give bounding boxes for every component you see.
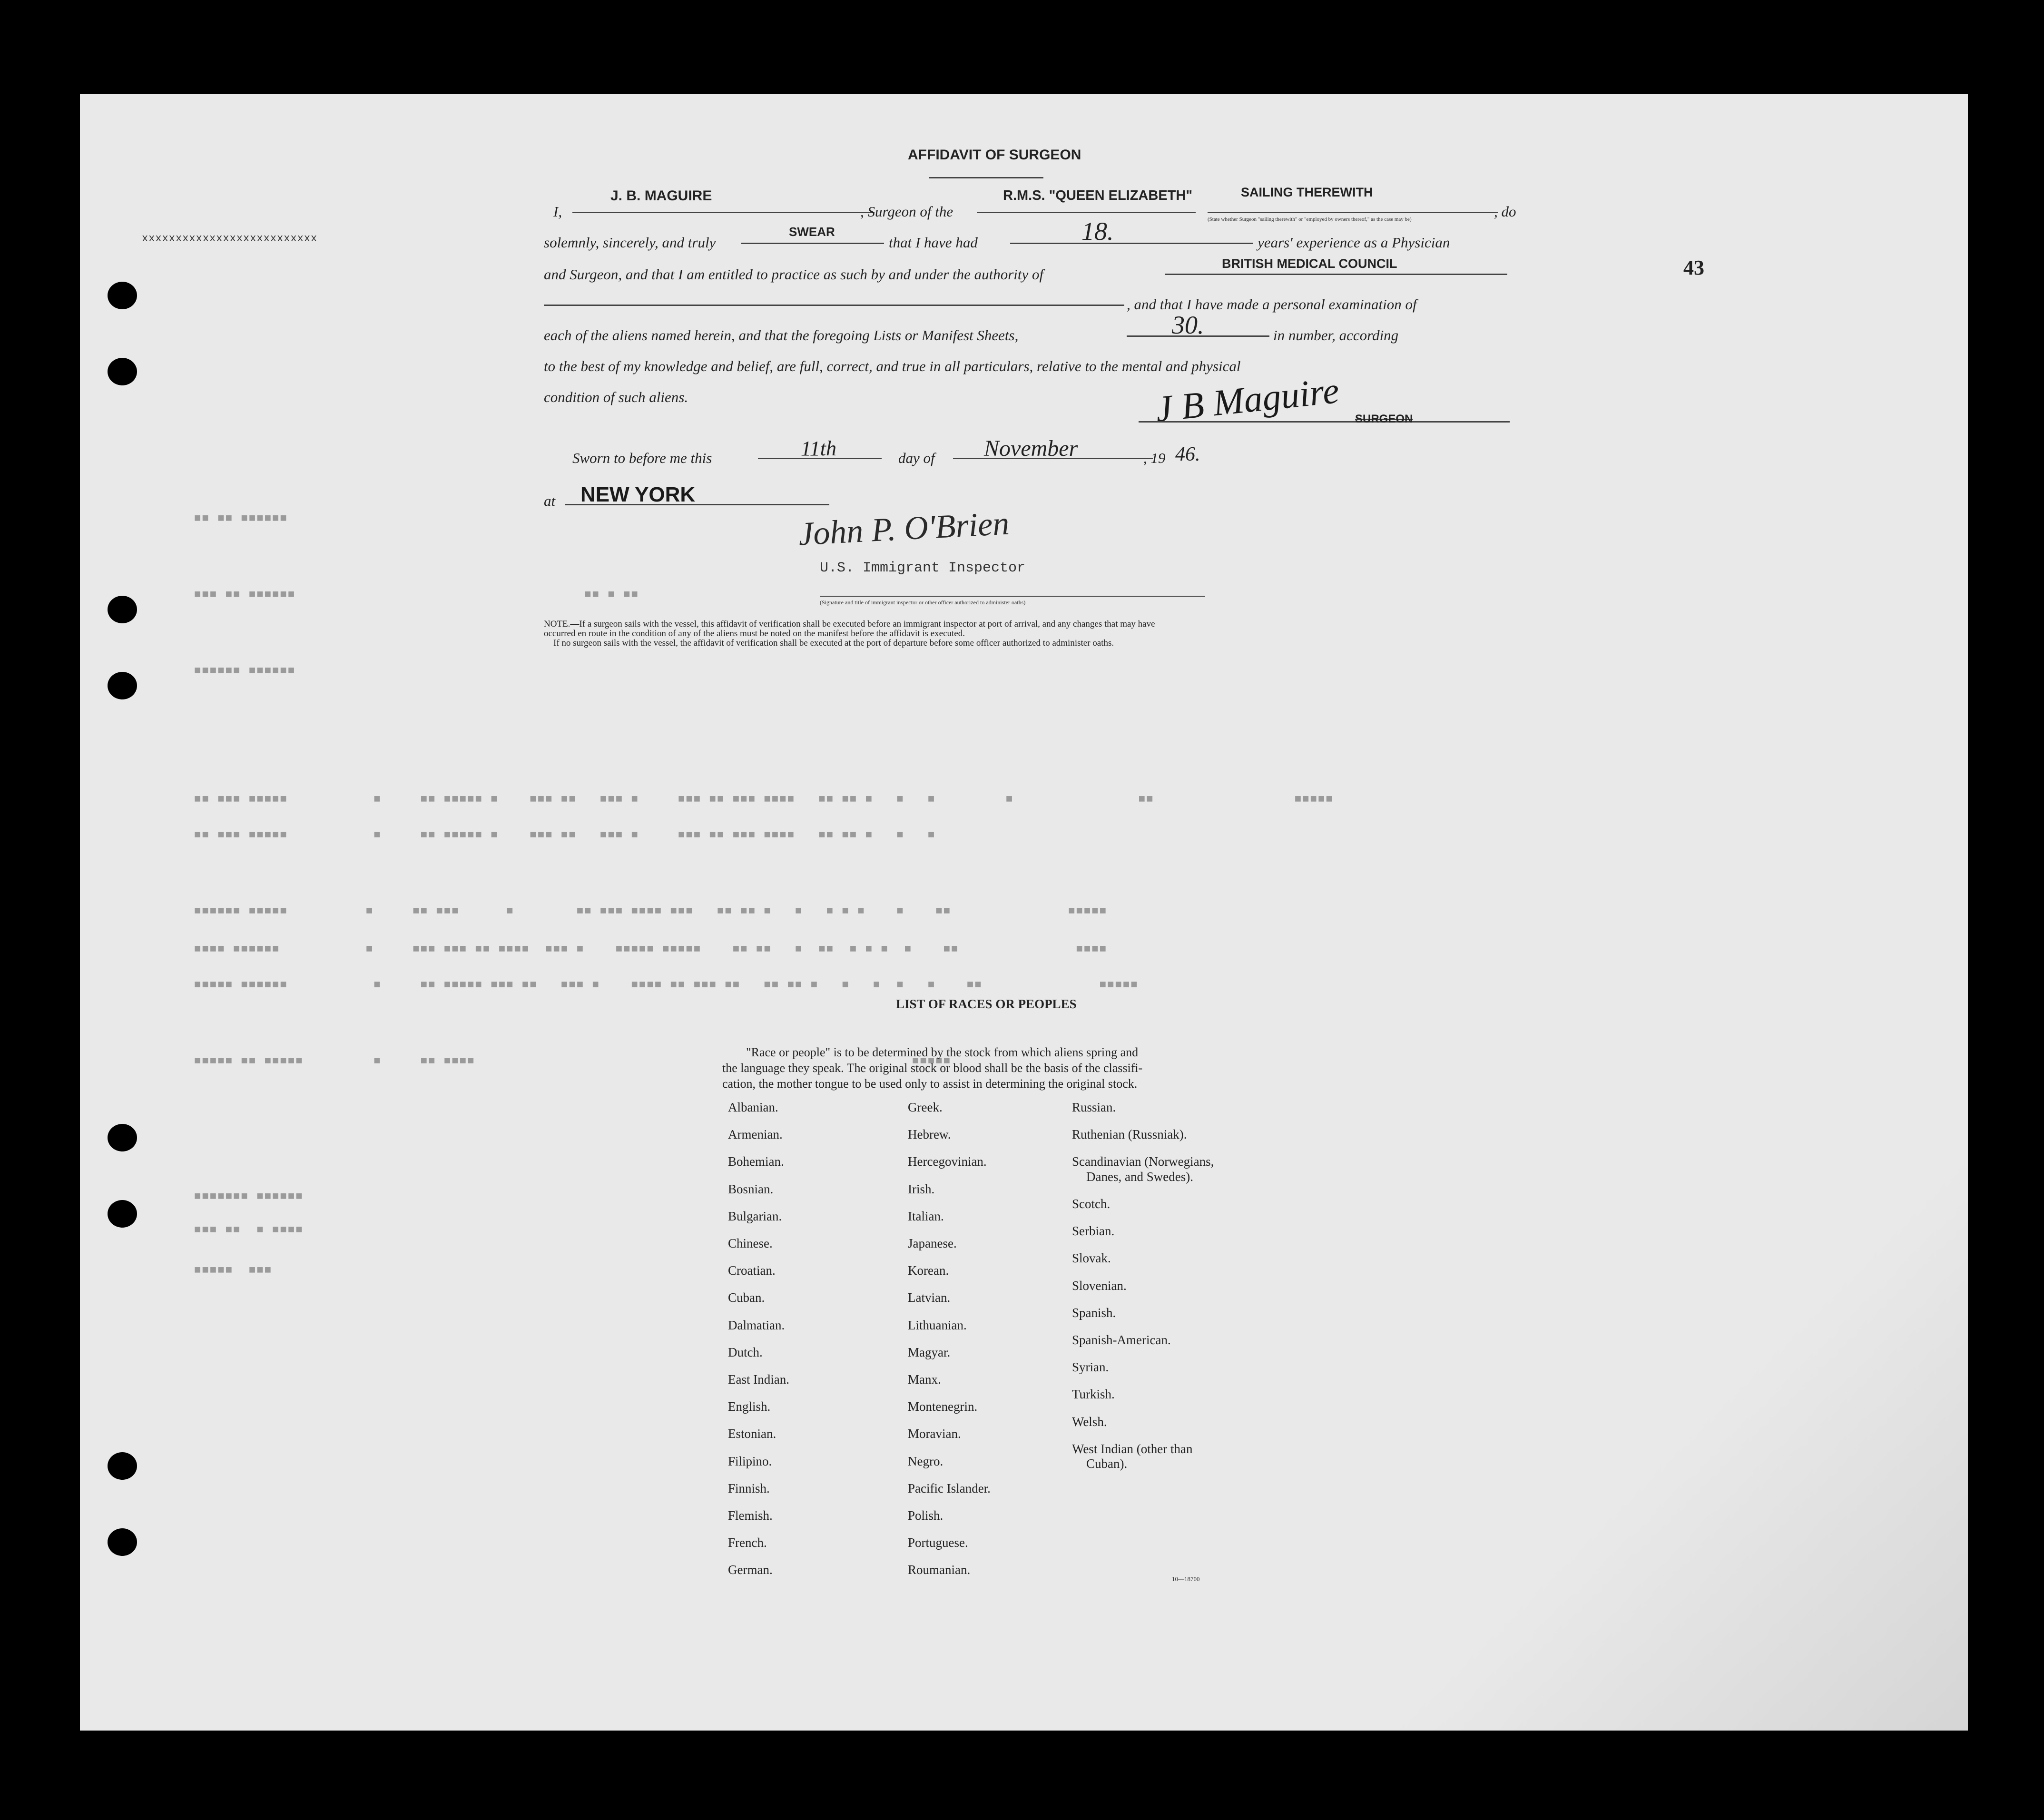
race-item: Cuban. [728, 1290, 765, 1305]
race-item: French. [728, 1535, 767, 1550]
race-item: Greek. [908, 1100, 943, 1114]
race-item: Russian. [1072, 1100, 1116, 1114]
race-item: East Indian. [728, 1372, 789, 1387]
surgeon-label: SURGEON [1355, 413, 1413, 425]
race-item: Flemish. [728, 1508, 773, 1523]
race-item: Portuguese. [908, 1535, 968, 1550]
affidavit-i: I, [553, 203, 562, 220]
race-item: English. [728, 1399, 771, 1414]
years-value: 18. [1081, 217, 1114, 246]
month-value: November [984, 436, 1078, 461]
races-intro [722, 1044, 1142, 1092]
punch-hole [108, 672, 137, 699]
knowledge-text: to the best of my knowledge and belief, are full, correct, and true in all particulars, relative to the mental and physical [544, 358, 1241, 374]
punch-hole [108, 1452, 137, 1480]
race-item: Welsh. [1072, 1414, 1107, 1429]
examination-text: , and that I have made a personal examination of [1127, 296, 1417, 313]
race-item: Bulgarian. [728, 1209, 782, 1223]
race-item: Bohemian. [728, 1154, 784, 1169]
race-item: Roumanian. [908, 1563, 971, 1577]
race-item: Danes, and Swedes). [1086, 1169, 1193, 1184]
races-intro-line-2: the language they speak. The original stock or blood shall be the basis of the classifi- [722, 1061, 1143, 1075]
races-intro-line-3: cation, the mother tongue to be used only to assist in determining the original stock. [722, 1077, 1138, 1091]
races-heading: LIST OF RACES OR PEOPLES [896, 997, 1077, 1011]
race-item: Dutch. [728, 1345, 763, 1359]
year-value: 46. [1175, 443, 1200, 465]
authority-value: BRITISH MEDICAL COUNCIL [1222, 256, 1397, 271]
authority-text: and Surgeon, and that I am entitled to practice as such by and under the authority of [544, 266, 1044, 283]
race-item: Italian. [908, 1209, 944, 1223]
punch-hole [108, 1124, 137, 1151]
race-item: Spanish-American. [1072, 1333, 1171, 1348]
punch-hole [108, 1528, 137, 1556]
race-item: West Indian (other than [1072, 1441, 1193, 1456]
sailing-line [1208, 212, 1498, 213]
race-item: Turkish. [1072, 1387, 1115, 1402]
place-value: NEW YORK [580, 483, 696, 506]
race-item: Syrian. [1072, 1360, 1109, 1375]
note-line-2: occurred en route in the condition of any of the aliens must be noted on the manifest before the affidavit is executed. [544, 629, 965, 639]
document-page: xxxxxxxxxxxxxxxxxxxxxxxxxx AFFIDAVIT OF SURGEON 43 I, J. B. MAGUIRE , Surgeon of the R.M.S. "QUEEN ELIZABETH" SAILING THEREWITH , do (State whether Surgeon "sailing therewith" or "employed by owners thereof," as the case may be) solemnly, sincerely, and truly SWEAR that I have had 18. years' experience as a Physician and Surgeon, and that I am entitled to practice as such by and under the authority of BRITISH MEDICAL COUNCIL , and that I have made a personal examination of each of the aliens named herein, and that the foregoing Lists or Manifest Sheets, 30. in number, according to the best of my knowledge and belief, are full, correct, and true in all particulars, relative to the mental and physical condition of such aliens. J B Maguire SURGEON Sworn to before me this 11th day of November , 19 46. at NEW YORK John P. O'Brien U.S. Immigrant Inspector (Signature and title of immigrant inspector or other officer authorized to administer oaths) NOTE.—If a surgeon sails with the vessel, this affidavit of verification shall be executed before an immigrant inspector at port of arrival, and any changes that may have occurred en route in the condition of any of the aliens must be noted on the manifest before the affidavit is executed. If no surgeon sails with the vessel, the affidavit of verification shall be executed at the port of departure before some officer authorized to administer oaths. ■■ ■■ ■■■■■■ ■■■ ■■ ■■■■■■ ■■ ■ ■■ ■■■■■■ ■■■■■■ ■■ ■■■ ■■■■■ ■ ■■ ■■■■■ ■ ■■■ ■■ ■■■ ■ ■■■ ■■ ■■■ ■■■■ ■■ ■■ ■ ■ ■ ■ ■■ ■■■■■ ■■ ■■■ ■■■■■ ■ ■■ ■■■■■ ■ ■■■ ■■ ■■■ ■ ■■■ ■■ ■■■ ■■■■ ■■ ■■ ■ ■ ■ ■■■■■■ ■■■■■ ■ ■■ ■■■ ■ ■■ ■■■ ■■■■ ■■■ ■■ ■■ ■ ■ ■ ■ ■ ■ ■■ ■■■■■ ■■■■ ■■■■■■ ■ ■■■ ■■■ ■■ ■■■■ ■■■ ■ ■■■■■ ■■■■■ ■■ ■■ ■ ■■ ■ ■ ■ ■ ■■ ■■■■ ■■■■■ ■■■■■■ ■ ■■ ■■■■■ ■■■ ■■ ■■■ ■ ■■■■ ■■ ■■■ ■■ ■■ ■■ ■ ■ ■ ■ ■ ■■ ■■■■■ ■■■■■ ■■ ■■■■■ ■ ■■ ■■■■ ■■■■■ ■■■■■■■ ■■■■■■ ■■■ ■■ ■ ■■■■ ■■■■■ ■■■ LIST OF RACES OR PEOPLES "Race or people" is to be determined by the stock from which aliens spring and the language they speak. The original stock or blood shall be the basis of the classifi- cation, the mother tongue to be used only to assist in determining the original stock. Albanian. Armenian. Bohemian. Bosnian. Bulgarian. Chinese. Croatian. Cuban. Dalmatian. Dutch. East Indian. English. Estonian. Filipino. Finnish. Flemish. French. German. Greek. Hebrew. Hercegovinian. Irish. Italian. Japanese. Korean. Latvian. Lithuanian. Magyar. Manx. Montenegrin. Moravian. Negro. Pacific Islander. Polish. Portuguese. Roumanian. Russian. Ruthenian (Russniak). Scandinavian (Norwegians, Danes, and Swedes). Scotch. Serbian. Slovak. Slovenian. Spanish. Spanish-American. Syrian. Turkish. Welsh. West Indian (other than Cuban). 10—18700 [80, 94, 1968, 1731]
inspector-signature: John P. O'Brien [797, 505, 1011, 553]
page-title: AFFIDAVIT OF SURGEON [908, 147, 1081, 163]
race-item: Finnish. [728, 1481, 770, 1495]
sworn-text: Sworn to before me this [572, 450, 712, 466]
race-item: Albanian. [728, 1100, 778, 1114]
page-number: 43 [1683, 256, 1704, 279]
race-item: Croatian. [728, 1263, 776, 1278]
race-item: Chinese. [728, 1236, 773, 1250]
race-item: Serbian. [1072, 1224, 1115, 1239]
punch-hole [108, 596, 137, 623]
race-item: Slovenian. [1072, 1278, 1127, 1293]
year-prefix: , 19 [1143, 450, 1166, 466]
punch-hole [108, 282, 137, 309]
race-item: Estonian. [728, 1426, 776, 1441]
authority-line [1165, 274, 1507, 275]
race-item: Japanese. [908, 1236, 957, 1250]
day-of-text: day of [898, 450, 935, 466]
signature-caption: (Signature and title of immigrant inspector or other officer authorized to administer oaths) [820, 599, 1026, 606]
race-item: Bosnian. [728, 1181, 774, 1196]
sheet-count-value: 30. [1172, 311, 1204, 339]
race-item: Korean. [908, 1263, 949, 1278]
swear-value: SWEAR [789, 225, 835, 239]
inspector-title: U.S. Immigrant Inspector [820, 560, 1026, 576]
ship-name: R.M.S. "QUEEN ELIZABETH" [1003, 188, 1193, 203]
do-text: , do [1494, 203, 1516, 220]
race-item: Hebrew. [908, 1127, 951, 1142]
race-item: Manx. [908, 1372, 941, 1387]
race-item: Moravian. [908, 1426, 961, 1441]
race-item: Lithuanian. [908, 1318, 967, 1332]
note-line-3: If no surgeon sails with the vessel, the affidavit of verification shall be executed at the port of departure before some officer authorized to administer oaths. [553, 638, 1114, 648]
header-mark: xxxxxxxxxxxxxxxxxxxxxxxxxx [142, 233, 318, 245]
race-item: Negro. [908, 1454, 943, 1468]
race-item: Armenian. [728, 1127, 783, 1142]
surgeon-signature: J B Maguire [1153, 369, 1341, 430]
surgeon-name-line [572, 212, 875, 213]
note-line-1: NOTE.—If a surgeon sails with the vessel, this affidavit of verification shall be executed before an immigrant inspector at port of arrival, and any changes that may have [544, 619, 1155, 629]
surgeon-name: J. B. MAGUIRE [610, 188, 712, 204]
solemnly-text: solemnly, sincerely, and truly [544, 234, 716, 251]
race-item: Spanish. [1072, 1305, 1116, 1320]
inspector-line [820, 596, 1205, 597]
ship-line [977, 212, 1196, 213]
each-aliens-text: each of the aliens named herein, and that the foregoing Lists or Manifest Sheets, [544, 327, 1019, 344]
sailing-note: (State whether Surgeon "sailing therewith" or "employed by owners thereof," as the case may be) [1208, 216, 1412, 222]
race-item: Cuban). [1086, 1456, 1128, 1471]
punch-hole [108, 358, 137, 385]
race-item: Slovak. [1072, 1251, 1111, 1266]
race-item: Irish. [908, 1181, 935, 1196]
race-item: Scandinavian (Norwegians, [1072, 1154, 1214, 1169]
years-line [1010, 243, 1253, 244]
race-item: Latvian. [908, 1290, 951, 1305]
race-item: Scotch. [1072, 1197, 1110, 1211]
race-item: Pacific Islander. [908, 1481, 991, 1495]
race-item: German. [728, 1563, 773, 1577]
surgeon-of-the-text: , Surgeon of the [860, 203, 953, 220]
day-value: 11th [801, 437, 836, 460]
race-item: Hercegovinian. [908, 1154, 987, 1169]
experience-text: years' experience as a Physician [1258, 234, 1450, 251]
in-number-text: in number, according [1273, 327, 1399, 344]
race-item: Montenegrin. [908, 1399, 978, 1414]
page-shadow [1397, 1017, 1968, 1731]
at-text: at [544, 492, 556, 509]
note-block [544, 620, 1155, 648]
race-item: Magyar. [908, 1345, 951, 1359]
had-text: that I have had [889, 234, 978, 251]
races-intro-line-1: "Race or people" is to be determined by the stock from which aliens spring and [746, 1045, 1139, 1059]
title-rule [929, 177, 1043, 178]
race-item: Dalmatian. [728, 1318, 785, 1332]
punch-hole [108, 1200, 137, 1228]
authority-continuation-line [544, 305, 1124, 306]
race-item: Filipino. [728, 1454, 772, 1468]
sailing-status: SAILING THEREWITH [1241, 185, 1373, 199]
condition-text: condition of such aliens. [544, 389, 688, 405]
race-item: Ruthenian (Russniak). [1072, 1127, 1187, 1142]
swear-line [741, 243, 884, 244]
signature-line [1139, 421, 1510, 423]
form-number: 10—18700 [1172, 1575, 1200, 1583]
race-item: Polish. [908, 1508, 943, 1523]
